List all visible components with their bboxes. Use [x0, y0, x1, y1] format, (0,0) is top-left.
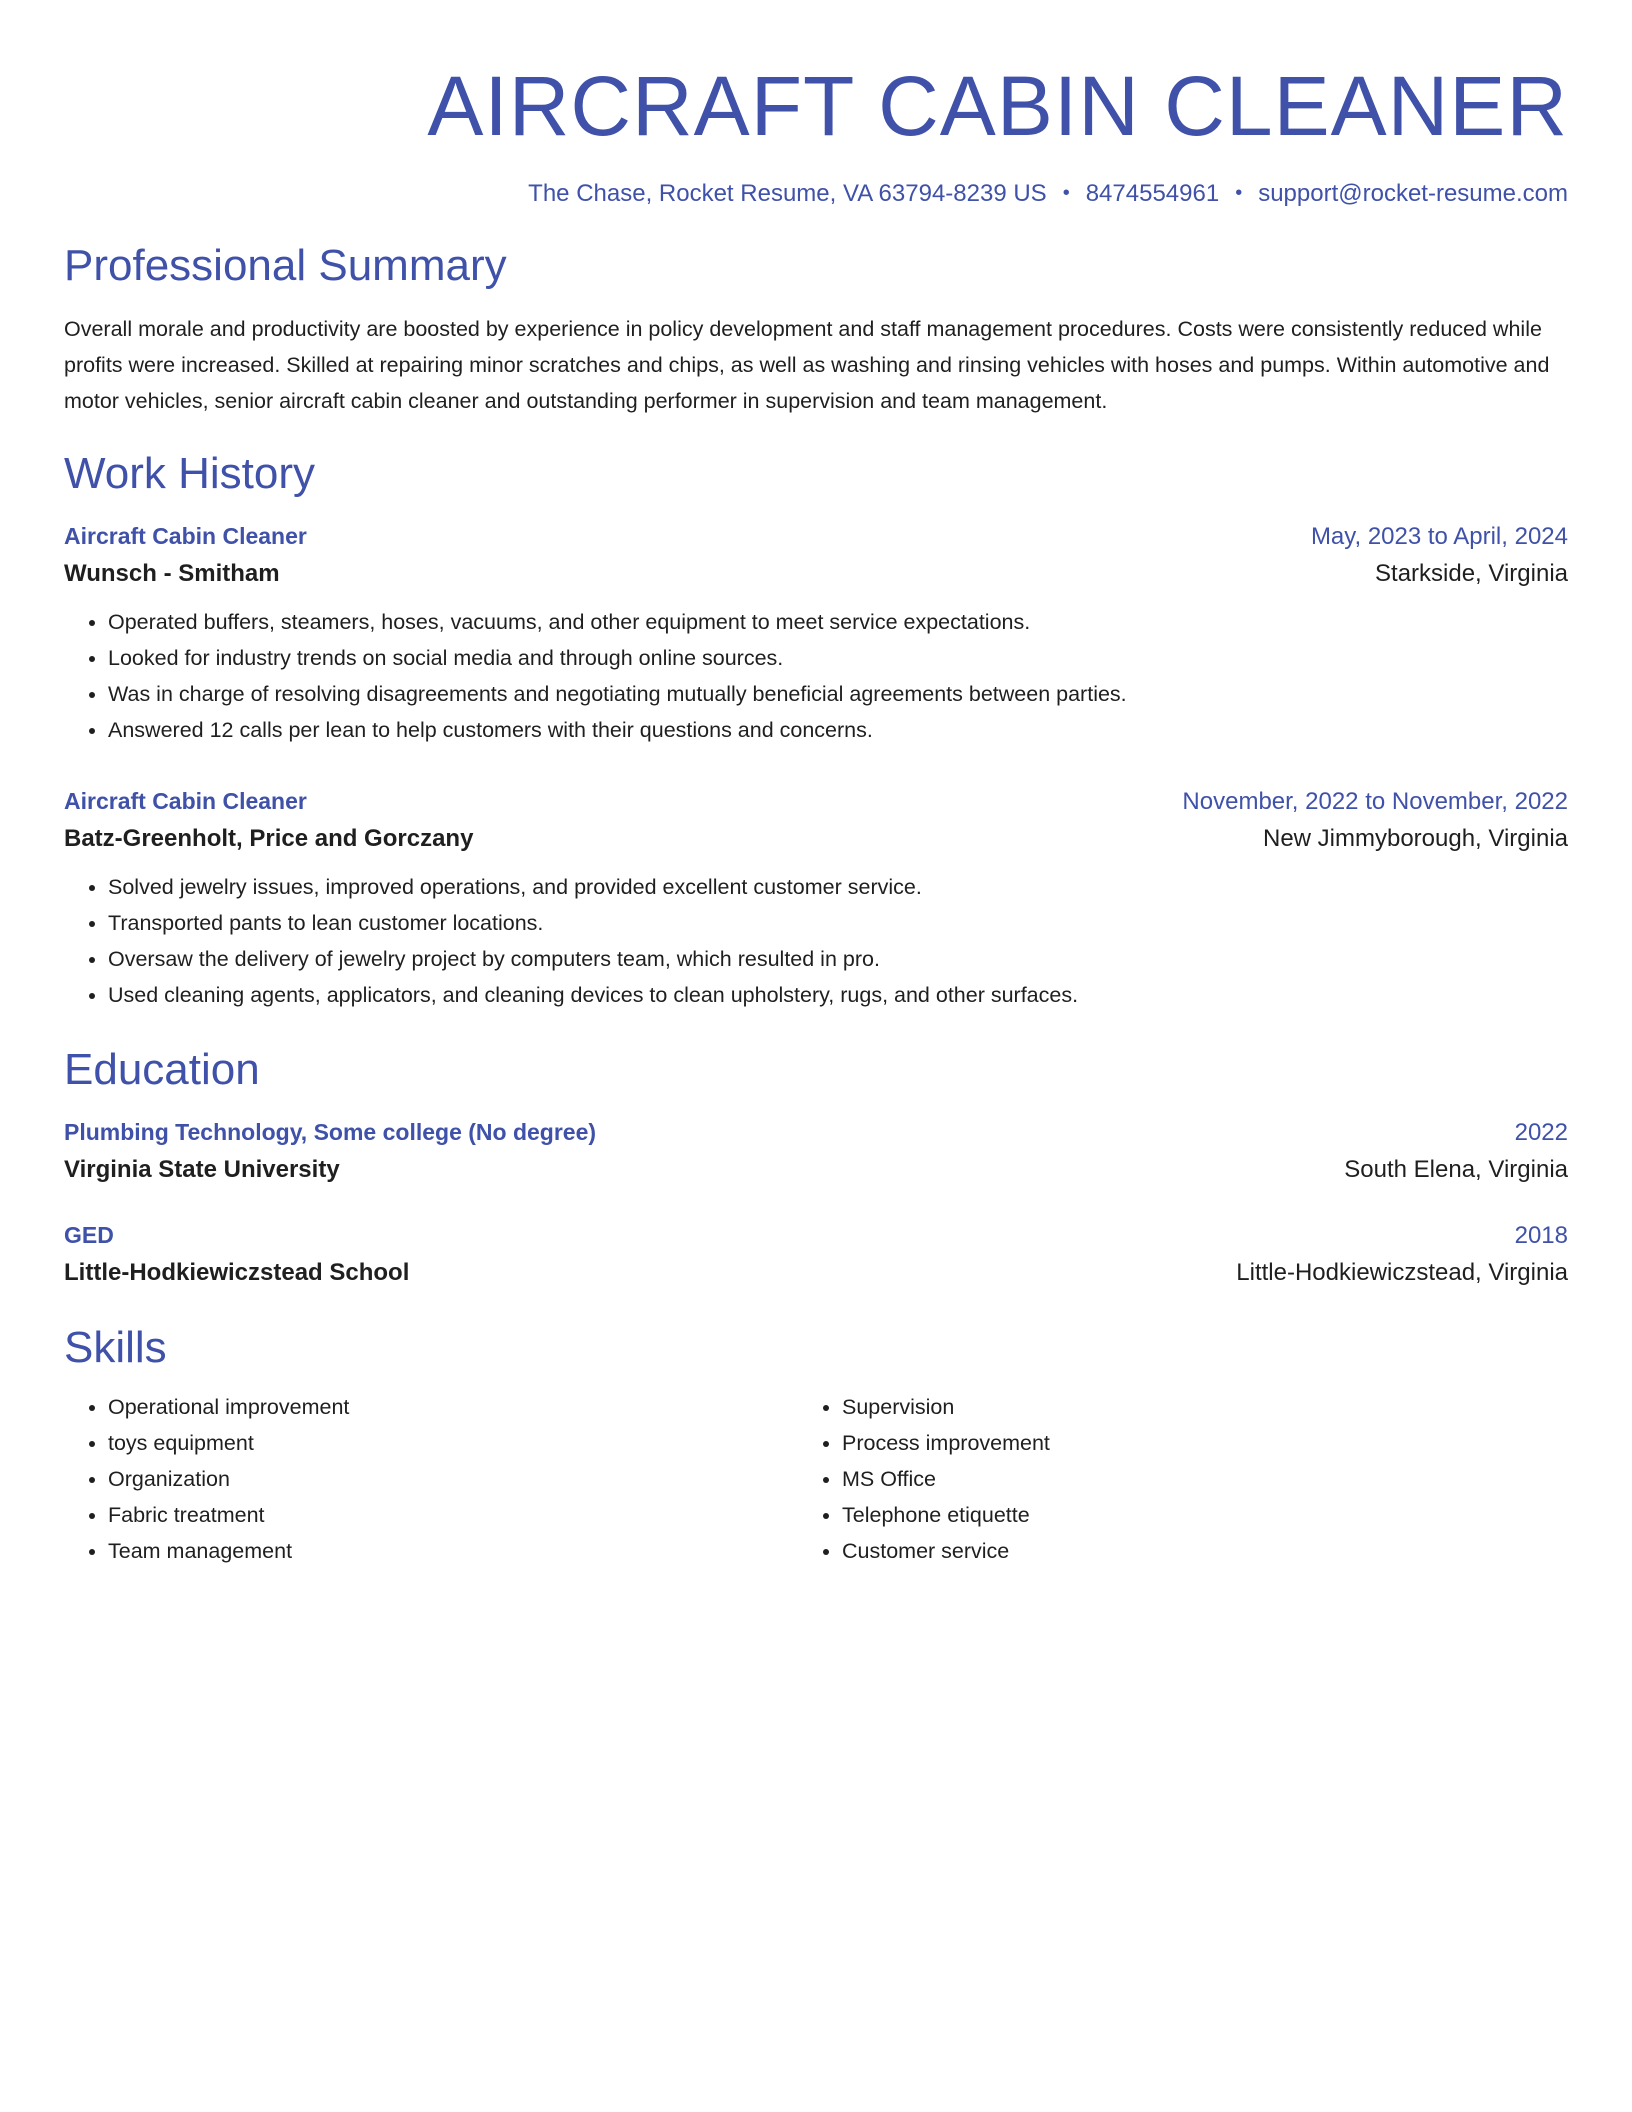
job-company: Wunsch - Smitham	[64, 560, 280, 587]
skills-list	[798, 1389, 1532, 1569]
education-degree-row	[64, 1115, 1568, 1150]
job-duty: • Looked for industry trends on social media and through online sources.	[108, 640, 1568, 676]
skill-item: • Customer service	[842, 1533, 1532, 1569]
job-duty: • Used cleaning agents, applicators, and cleaning devices to clean upholstery, rugs, and other surfaces.	[108, 977, 1568, 1013]
job-title: Aircraft Cabin Cleaner	[64, 788, 307, 814]
resume-page	[64, 0, 1568, 1569]
skills-grid	[64, 1389, 1568, 1569]
contact-line	[64, 178, 1568, 209]
summary-section	[64, 239, 1568, 419]
skills-list	[64, 1389, 798, 1569]
job-dates: May, 2023 to April, 2024	[1310, 523, 1568, 550]
candidate-name: AIRCRAFT CABIN CLEANER	[427, 59, 1568, 153]
education-year: 2018	[1514, 1222, 1568, 1249]
skill-item: • Telephone etiquette	[842, 1497, 1532, 1533]
contact-separator: •	[1235, 182, 1243, 204]
skill-item: • Process improvement	[842, 1425, 1532, 1461]
work-history-section	[64, 447, 1568, 1013]
education-year: 2022	[1514, 1119, 1568, 1146]
skills-heading: Skills	[64, 1323, 167, 1372]
skills-column-right	[798, 1389, 1532, 1569]
education-school: Little-Hodkiewiczstead School	[64, 1259, 410, 1286]
job-duties-list	[64, 869, 1568, 1013]
work-history-heading: Work History	[64, 449, 315, 498]
education-school-row	[64, 1253, 1568, 1293]
education-entry	[64, 1115, 1568, 1190]
job-title-row	[64, 519, 1568, 554]
skills-section	[64, 1321, 1568, 1569]
education-school: Virginia State University	[64, 1156, 340, 1183]
skill-item: • Operational improvement	[108, 1389, 798, 1425]
skill-item: • Team management	[108, 1533, 798, 1569]
job-location: Starkside, Virginia	[1375, 560, 1568, 587]
education-degree-row	[64, 1218, 1568, 1253]
job-location: New Jimmyborough, Virginia	[1262, 825, 1568, 852]
contact-phone: 8474554961	[1085, 180, 1220, 207]
job-entry	[64, 784, 1568, 1013]
skill-item: • Fabric treatment	[108, 1497, 798, 1533]
resume-header	[64, 0, 1568, 209]
education-degree: GED	[64, 1222, 114, 1248]
job-title-row	[64, 784, 1568, 819]
job-entry	[64, 519, 1568, 748]
job-duty: • Oversaw the delivery of jewelry project by computers team, which resulted in pro.	[108, 941, 1568, 977]
skill-item: • toys equipment	[108, 1425, 798, 1461]
job-company: Batz-Greenholt, Price and Gorczany	[64, 825, 474, 852]
job-company-row	[64, 554, 1568, 594]
skill-item: • Organization	[108, 1461, 798, 1497]
education-degree: Plumbing Technology, Some college (No degree)	[64, 1119, 597, 1145]
education-section	[64, 1043, 1568, 1293]
skill-item: • Supervision	[842, 1389, 1532, 1425]
job-duties-list	[64, 604, 1568, 748]
job-dates: November, 2022 to November, 2022	[1182, 788, 1568, 815]
summary-heading: Professional Summary	[64, 241, 507, 290]
contact-address: The Chase, Rocket Resume, VA 63794-8239 US	[528, 180, 1047, 207]
skill-item: • MS Office	[842, 1461, 1532, 1497]
job-duty: • Answered 12 calls per lean to help customers with their questions and concerns.	[108, 712, 1568, 748]
job-duty: • Operated buffers, steamers, hoses, vacuums, and other equipment to meet service expectations.	[108, 604, 1568, 640]
contact-separator: •	[1062, 182, 1070, 204]
education-entry	[64, 1218, 1568, 1293]
education-heading: Education	[64, 1045, 260, 1094]
job-duty: • Transported pants to lean customer locations.	[108, 905, 1568, 941]
summary-text: Overall morale and productivity are boosted by experience in policy development and staff management procedures. Costs were consistently reduced while profits were increased. Skilled at repairing minor scratches and chips, as well as washing and rinsing vehicles with hoses and pumps. Within automotive and motor vehicles, senior aircraft cabin cleaner and outstanding performer in supervision and team management.	[64, 317, 1550, 413]
job-duty: • Was in charge of resolving disagreements and negotiating mutually beneficial agreements between parties.	[108, 676, 1568, 712]
contact-email: support@rocket-resume.com	[1258, 180, 1568, 207]
education-location: South Elena, Virginia	[1344, 1156, 1568, 1183]
job-title: Aircraft Cabin Cleaner	[64, 523, 307, 549]
job-duty: • Solved jewelry issues, improved operations, and provided excellent customer service.	[108, 869, 1568, 905]
education-location: Little-Hodkiewiczstead, Virginia	[1236, 1259, 1568, 1286]
skills-column-left	[64, 1389, 798, 1569]
job-company-row	[64, 819, 1568, 859]
education-school-row	[64, 1150, 1568, 1190]
